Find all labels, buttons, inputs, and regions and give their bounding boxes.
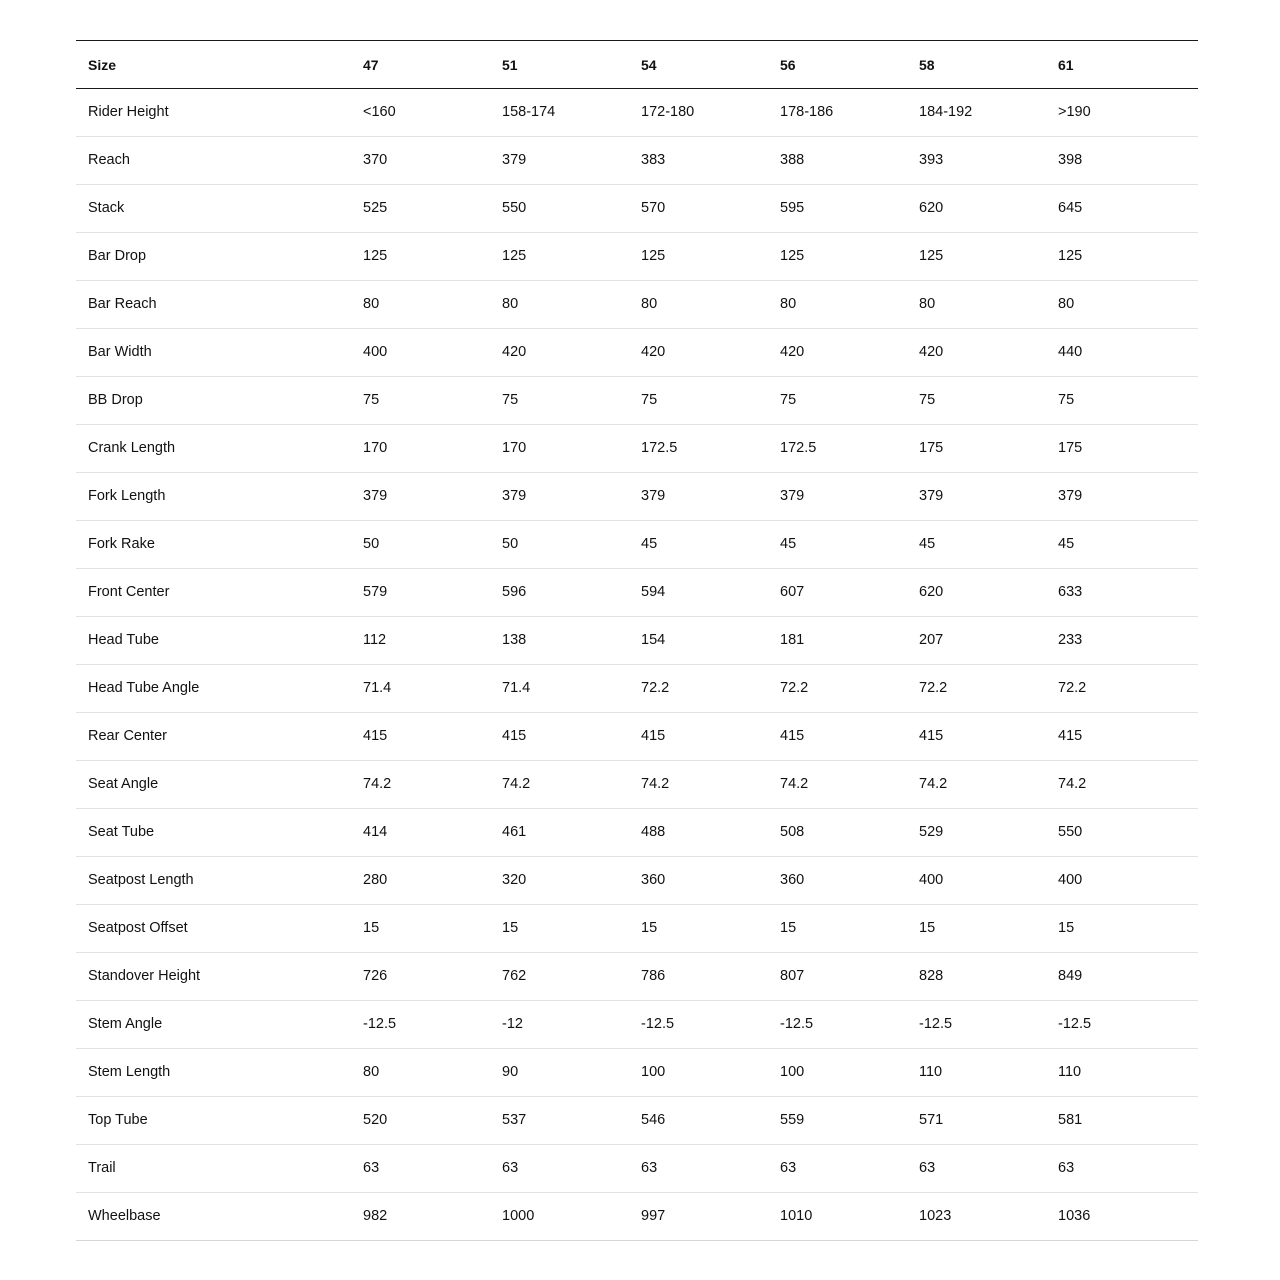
table-cell: 726 xyxy=(363,968,388,985)
table-row xyxy=(76,233,1198,281)
table-cell: 178-186 xyxy=(780,104,834,121)
table-cell: -12.5 xyxy=(919,1016,953,1033)
table-cell: 786 xyxy=(641,968,666,985)
geometry-table xyxy=(76,40,1198,1241)
table-cell: 74.2 xyxy=(780,776,809,793)
table-cell: 80 xyxy=(919,296,936,313)
row-label: Front Center xyxy=(88,584,170,601)
table-cell: 379 xyxy=(502,152,527,169)
table-cell: 982 xyxy=(363,1208,388,1225)
table-cell: 125 xyxy=(363,248,388,265)
table-cell: 1036 xyxy=(1058,1208,1091,1225)
table-cell: 415 xyxy=(641,728,666,745)
table-cell: 74.2 xyxy=(502,776,531,793)
table-cell: 388 xyxy=(780,152,805,169)
table-row xyxy=(76,713,1198,761)
table-cell: 170 xyxy=(363,440,388,457)
table-cell: 74.2 xyxy=(641,776,670,793)
table-cell: 172.5 xyxy=(641,440,678,457)
table-cell: 537 xyxy=(502,1112,527,1129)
table-row xyxy=(76,569,1198,617)
table-cell: 100 xyxy=(780,1064,805,1081)
table-cell: 125 xyxy=(1058,248,1083,265)
table-cell: 559 xyxy=(780,1112,805,1129)
table-cell: 63 xyxy=(919,1160,936,1177)
table-cell: 379 xyxy=(1058,488,1083,505)
table-cell: 75 xyxy=(919,392,936,409)
row-label: Fork Length xyxy=(88,488,166,505)
table-row xyxy=(76,473,1198,521)
table-cell: 75 xyxy=(363,392,380,409)
table-cell: >190 xyxy=(1058,104,1091,121)
table-cell: 645 xyxy=(1058,200,1083,217)
row-label: Stem Angle xyxy=(88,1016,163,1033)
table-cell: 379 xyxy=(502,488,527,505)
table-row xyxy=(76,521,1198,569)
table-cell: 570 xyxy=(641,200,666,217)
table-cell: 45 xyxy=(919,536,936,553)
table-row xyxy=(76,761,1198,809)
table-cell: 360 xyxy=(641,872,666,889)
table-cell: 595 xyxy=(780,200,805,217)
header-cell-size: Size xyxy=(88,56,117,73)
table-cell: 72.2 xyxy=(641,680,670,697)
table-cell: 379 xyxy=(919,488,944,505)
table-body xyxy=(76,89,1198,1241)
row-label: Bar Drop xyxy=(88,248,147,265)
table-cell: <160 xyxy=(363,104,396,121)
table-cell: 596 xyxy=(502,584,527,601)
table-cell: 175 xyxy=(919,440,944,457)
table-cell: -12.5 xyxy=(1058,1016,1092,1033)
table-row xyxy=(76,329,1198,377)
table-cell: 15 xyxy=(919,920,936,937)
table-cell: 75 xyxy=(1058,392,1075,409)
table-cell: 415 xyxy=(1058,728,1083,745)
row-label: Head Tube Angle xyxy=(88,680,200,697)
table-cell: 594 xyxy=(641,584,666,601)
table-row xyxy=(76,1145,1198,1193)
table-row xyxy=(76,617,1198,665)
table-cell: 420 xyxy=(502,344,527,361)
row-label: Seatpost Offset xyxy=(88,920,188,937)
row-label: Standover Height xyxy=(88,968,201,985)
table-cell: 461 xyxy=(502,824,527,841)
table-cell: 762 xyxy=(502,968,527,985)
table-cell: 15 xyxy=(502,920,519,937)
table-cell: 420 xyxy=(641,344,666,361)
row-label: Top Tube xyxy=(88,1112,148,1129)
table-cell: 550 xyxy=(502,200,527,217)
table-cell: 620 xyxy=(919,200,944,217)
table-cell: 15 xyxy=(641,920,658,937)
header-cell-56: 56 xyxy=(780,56,796,73)
table-cell: 807 xyxy=(780,968,805,985)
table-cell: 415 xyxy=(919,728,944,745)
table-row xyxy=(76,953,1198,1001)
table-cell: 80 xyxy=(780,296,797,313)
table-cell: 379 xyxy=(641,488,666,505)
table-cell: 15 xyxy=(1058,920,1075,937)
row-label: Stem Length xyxy=(88,1064,171,1081)
table-cell: 74.2 xyxy=(1058,776,1087,793)
table-cell: 233 xyxy=(1058,632,1083,649)
table-cell: -12.5 xyxy=(641,1016,675,1033)
row-label: Wheelbase xyxy=(88,1208,161,1225)
table-cell: -12.5 xyxy=(363,1016,397,1033)
row-label: BB Drop xyxy=(88,392,143,409)
table-cell: 440 xyxy=(1058,344,1083,361)
table-cell: 849 xyxy=(1058,968,1083,985)
table-cell: 63 xyxy=(1058,1160,1075,1177)
table-cell: 828 xyxy=(919,968,944,985)
table-cell: 997 xyxy=(641,1208,666,1225)
table-row xyxy=(76,89,1198,137)
table-cell: 80 xyxy=(363,296,380,313)
table-cell: 280 xyxy=(363,872,388,889)
table-cell: 607 xyxy=(780,584,805,601)
table-cell: 100 xyxy=(641,1064,666,1081)
table-row xyxy=(76,137,1198,185)
table-cell: 546 xyxy=(641,1112,666,1129)
table-cell: 415 xyxy=(502,728,527,745)
table-row xyxy=(76,185,1198,233)
row-label: Stack xyxy=(88,200,125,217)
table-cell: 75 xyxy=(641,392,658,409)
table-cell: 80 xyxy=(363,1064,380,1081)
header-cell-61: 61 xyxy=(1058,56,1074,73)
table-cell: 415 xyxy=(780,728,805,745)
row-label: Rider Height xyxy=(88,104,169,121)
table-cell: 488 xyxy=(641,824,666,841)
row-label: Crank Length xyxy=(88,440,176,457)
table-cell: 50 xyxy=(363,536,380,553)
table-cell: 571 xyxy=(919,1112,944,1129)
table-header-row xyxy=(76,41,1198,89)
table-cell: 184-192 xyxy=(919,104,973,121)
table-row xyxy=(76,665,1198,713)
table-cell: 63 xyxy=(780,1160,797,1177)
table-cell: 50 xyxy=(502,536,519,553)
table-cell: 63 xyxy=(363,1160,380,1177)
table-cell: 1000 xyxy=(502,1208,535,1225)
row-label: Seat Tube xyxy=(88,824,155,841)
table-cell: 72.2 xyxy=(780,680,809,697)
table-cell: 420 xyxy=(780,344,805,361)
table-cell: 1023 xyxy=(919,1208,952,1225)
table-cell: 172.5 xyxy=(780,440,817,457)
table-cell: 45 xyxy=(1058,536,1075,553)
table-cell: 125 xyxy=(641,248,666,265)
table-cell: -12.5 xyxy=(780,1016,814,1033)
header-cell-54: 54 xyxy=(641,56,657,73)
row-label: Reach xyxy=(88,152,130,169)
table-cell: 71.4 xyxy=(502,680,531,697)
row-label: Seat Angle xyxy=(88,776,159,793)
table-cell: 80 xyxy=(502,296,519,313)
table-cell: 15 xyxy=(363,920,380,937)
table-cell: 63 xyxy=(502,1160,519,1177)
table-cell: 15 xyxy=(780,920,797,937)
table-row xyxy=(76,281,1198,329)
table-cell: 172-180 xyxy=(641,104,695,121)
table-cell: 379 xyxy=(363,488,388,505)
table-cell: 581 xyxy=(1058,1112,1083,1129)
table-cell: 125 xyxy=(502,248,527,265)
table-row xyxy=(76,377,1198,425)
table-cell: 154 xyxy=(641,632,666,649)
table-cell: 75 xyxy=(502,392,519,409)
table-cell: 125 xyxy=(780,248,805,265)
row-label: Bar Reach xyxy=(88,296,157,313)
table-cell: 90 xyxy=(502,1064,519,1081)
table-cell: 633 xyxy=(1058,584,1083,601)
table-cell: 415 xyxy=(363,728,388,745)
row-label: Head Tube xyxy=(88,632,159,649)
header-cell-58: 58 xyxy=(919,56,935,73)
table-cell: 1010 xyxy=(780,1208,813,1225)
table-cell: 529 xyxy=(919,824,944,841)
table-cell: 63 xyxy=(641,1160,658,1177)
table-row xyxy=(76,809,1198,857)
table-cell: 45 xyxy=(780,536,797,553)
table-cell: 170 xyxy=(502,440,527,457)
table-cell: 400 xyxy=(363,344,388,361)
table-row xyxy=(76,1049,1198,1097)
table-row xyxy=(76,857,1198,905)
table-cell: 181 xyxy=(780,632,805,649)
table-cell: 74.2 xyxy=(919,776,948,793)
table-cell: -12 xyxy=(502,1016,523,1033)
table-cell: 71.4 xyxy=(363,680,392,697)
table-cell: 508 xyxy=(780,824,805,841)
table-cell: 125 xyxy=(919,248,944,265)
table-cell: 72.2 xyxy=(1058,680,1087,697)
table-cell: 72.2 xyxy=(919,680,948,697)
table-cell: 579 xyxy=(363,584,388,601)
table-cell: 400 xyxy=(919,872,944,889)
table-cell: 80 xyxy=(641,296,658,313)
table-cell: 420 xyxy=(919,344,944,361)
table-cell: 110 xyxy=(1058,1064,1082,1081)
table-cell: 207 xyxy=(919,632,944,649)
table-cell: 112 xyxy=(363,632,387,649)
table-cell: 393 xyxy=(919,152,944,169)
row-label: Bar Width xyxy=(88,344,152,361)
table-cell: 383 xyxy=(641,152,666,169)
table-cell: 379 xyxy=(780,488,805,505)
header-cell-51: 51 xyxy=(502,56,518,73)
header-cell-47: 47 xyxy=(363,56,379,73)
table-cell: 45 xyxy=(641,536,658,553)
table-cell: 110 xyxy=(919,1064,943,1081)
table-cell: 74.2 xyxy=(363,776,392,793)
table-cell: 75 xyxy=(780,392,797,409)
table-cell: 138 xyxy=(502,632,527,649)
table-cell: 520 xyxy=(363,1112,388,1129)
row-label: Rear Center xyxy=(88,728,167,745)
table-row xyxy=(76,425,1198,473)
table-cell: 400 xyxy=(1058,872,1083,889)
row-label: Seatpost Length xyxy=(88,872,194,889)
table-cell: 175 xyxy=(1058,440,1083,457)
table-cell: 398 xyxy=(1058,152,1083,169)
table-row xyxy=(76,1097,1198,1145)
row-label: Fork Rake xyxy=(88,536,155,553)
table-row xyxy=(76,1001,1198,1049)
table-cell: 525 xyxy=(363,200,388,217)
table-row xyxy=(76,905,1198,953)
table-cell: 414 xyxy=(363,824,388,841)
table-cell: 370 xyxy=(363,152,388,169)
table-row xyxy=(76,1193,1198,1241)
table-cell: 320 xyxy=(502,872,527,889)
row-label: Trail xyxy=(88,1160,116,1177)
table-cell: 620 xyxy=(919,584,944,601)
table-cell: 158-174 xyxy=(502,104,556,121)
table-cell: 360 xyxy=(780,872,805,889)
table-cell: 80 xyxy=(1058,296,1075,313)
table-cell: 550 xyxy=(1058,824,1083,841)
